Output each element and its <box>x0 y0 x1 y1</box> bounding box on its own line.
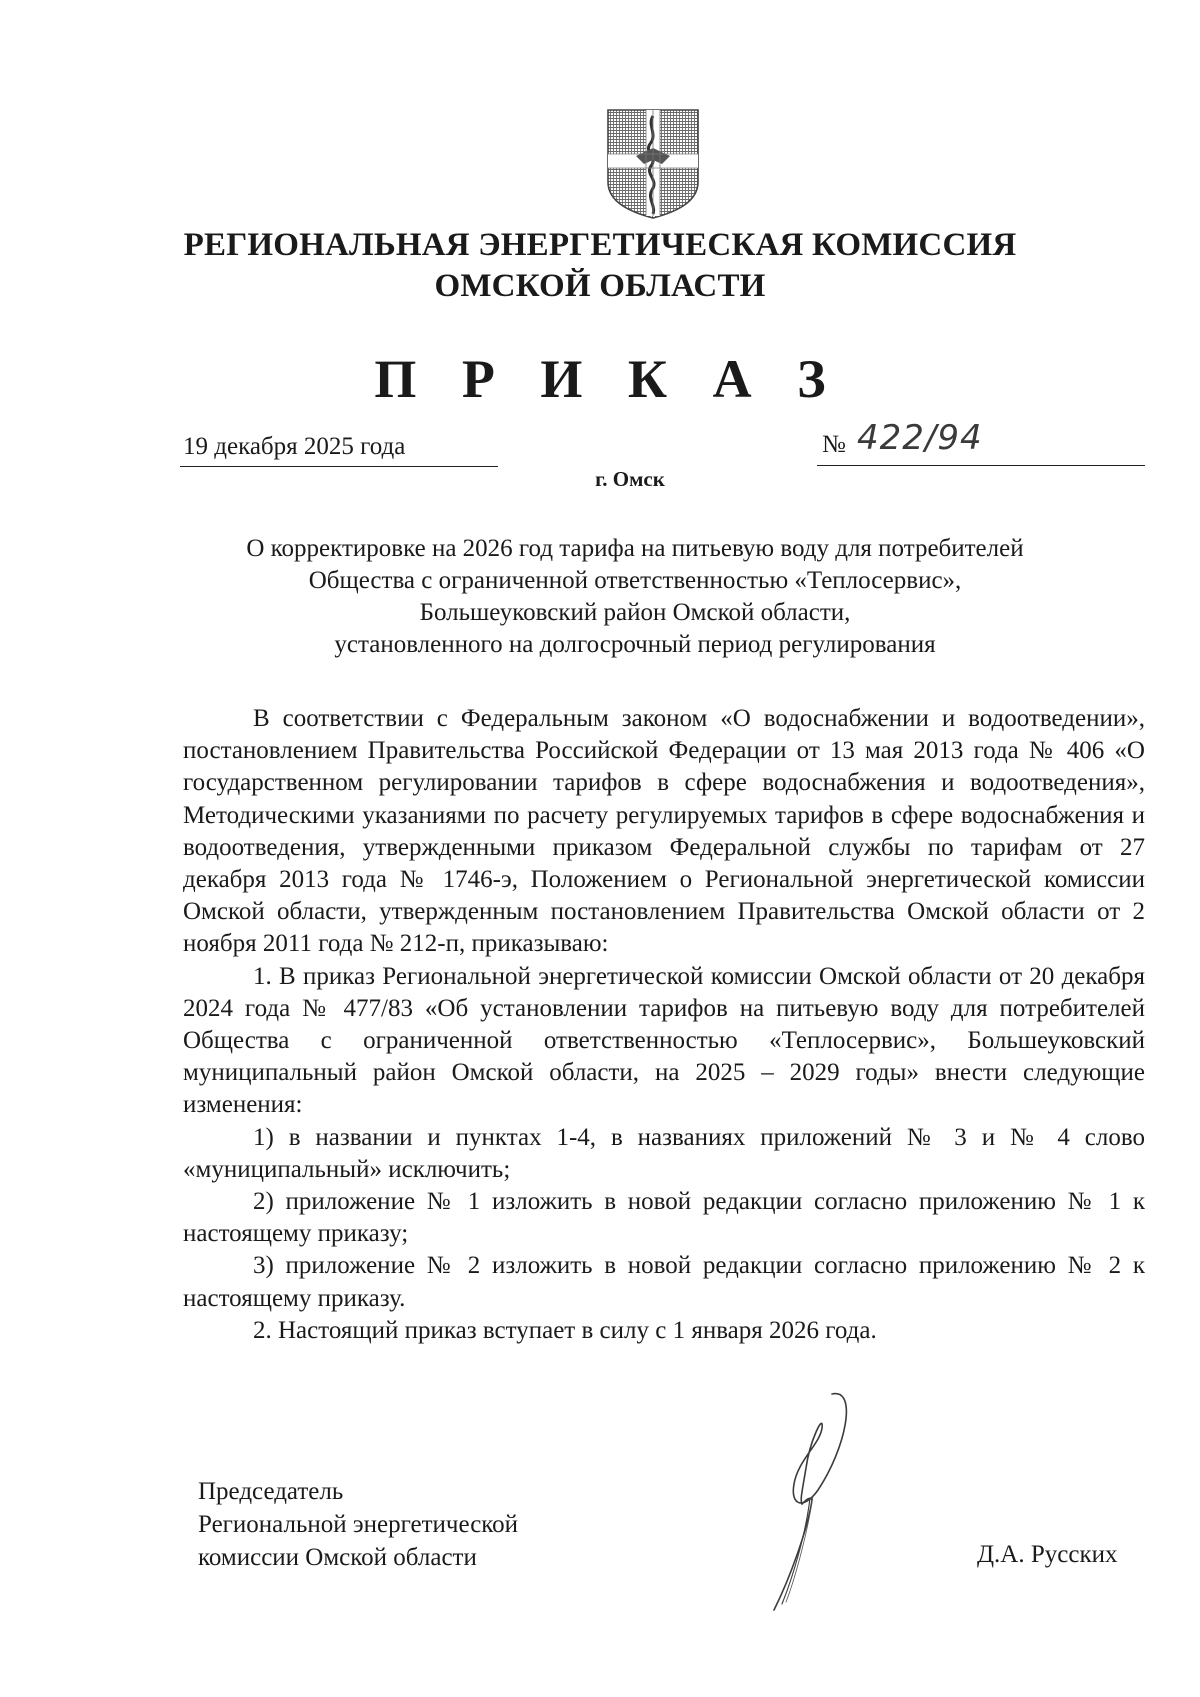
item-1-paragraph: 1. В приказ Региональной энергетической комиссии Омской области от 20 декабря 2024 года № 477/83 «Об установлении тарифов на питьевую воду для потребителей Общества с ограниченной ответственностью «Теплосервис», Большеуковский муниципальный район Омской области, на 2025 – 2029 годы» внести следующие изменения: <box>183 962 1145 1119</box>
handwritten-signature-icon <box>760 1388 910 1613</box>
signer-position-line: комиссии Омской области <box>198 1544 477 1571</box>
subject-line: О корректировке на 2026 год тарифа на питьевую воду для потребителей <box>246 535 1024 562</box>
item-1-3-paragraph: 3) приложение № 2 изложить в новой редакции согласно приложению № 2 к настоящему приказу. <box>183 1252 1145 1312</box>
preamble-paragraph: В соответствии с Федеральным законом «О водоснабжении и водоотведении», постановлением Правительства Российской Федерации от 13 мая 2013 года № 406 «О государственном регулировании тарифов в сфере водоснабжения и водоотведения», Методическими указаниями по расчету регулируемых тарифов в сфере водоснабжения и водоотведения, утвержденными приказом Федеральной службы по тарифам от 27 декабря 2013 года № 1746-э, Положением о Региональной энергетической комиссии Омской области, утвержденным постановлением Правительства Омской области от 2 ноября 2011 года № 212-п, приказываю: <box>183 705 1145 958</box>
subject-line: Большеуковский район Омской области, <box>419 599 851 626</box>
subject-line: установленного на долгосрочный период регулирования <box>334 631 936 658</box>
subject-line: Общества с ограниченной ответственностью «Теплосервис», <box>308 567 962 594</box>
document-type-title: П Р И К А З <box>374 349 842 409</box>
number-sign: № <box>822 431 846 458</box>
signer-name: Д.А. Русских <box>977 1541 1118 1568</box>
order-date: 19 декабря 2025 года <box>183 433 406 460</box>
signer-position <box>198 1475 518 1574</box>
organization-title-line2: ОМСКОЙ ОБЛАСТИ <box>434 268 766 304</box>
item-2-paragraph: 2. Настоящий приказ вступает в силу с 1 января 2026 года. <box>253 1316 877 1344</box>
number-underline <box>817 465 1145 466</box>
order-number: 422/94 <box>857 418 983 458</box>
organization-title-line1: РЕГИОНАЛЬНАЯ ЭНЕРГЕТИЧЕСКАЯ КОМИССИЯ <box>183 227 1017 263</box>
city: г. Омск <box>595 467 665 491</box>
order-subject <box>200 533 1070 661</box>
order-body <box>183 703 1145 1347</box>
coat-of-arms-icon <box>606 108 700 220</box>
item-1-2-paragraph: 2) приложение № 1 изложить в новой редакции согласно приложению № 1 к настоящему приказу; <box>183 1188 1145 1248</box>
signer-position-line: Региональной энергетической <box>198 1511 519 1538</box>
item-1-1-paragraph: 1) в названии и пунктах 1-4, в названиях приложений № 3 и № 4 слово «муниципальный» исключить; <box>183 1123 1145 1183</box>
signer-position-line: Председатель <box>198 1478 344 1505</box>
